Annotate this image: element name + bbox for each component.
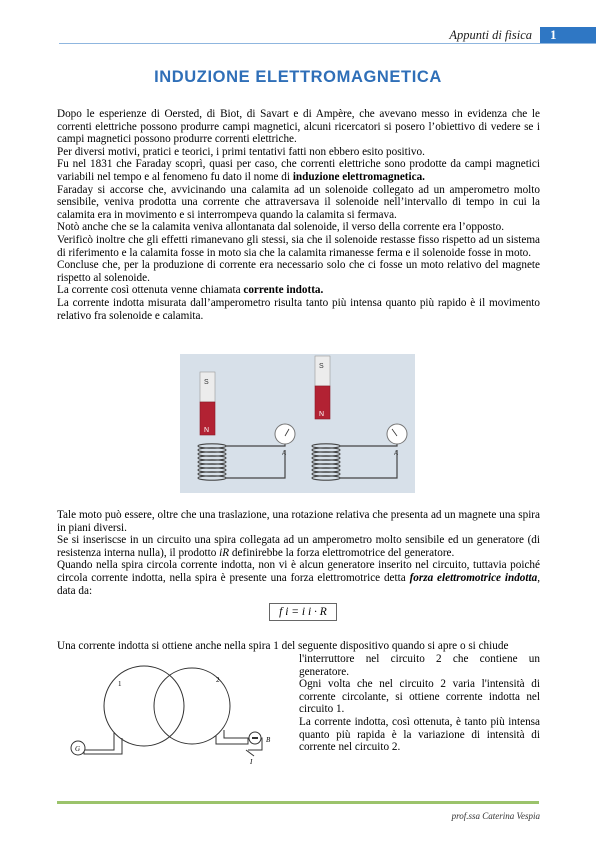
page-number-badge: 1 <box>540 27 596 44</box>
loop-1-label: 1 <box>118 680 122 688</box>
paragraph <box>57 158 540 183</box>
magnet-n-label: N <box>204 427 210 434</box>
paragraph: Notò anche che se la calamita veniva allontanata dal solenoide, il verso della corrente era l’opposto. <box>57 221 505 234</box>
page-title: INDUZIONE ELETTROMAGNETICA <box>154 68 442 86</box>
paragraph: La corrente indotta misurata dall’amperometro risulta tanto più intensa quanto più rapido è il movimento relativo fra solenoide e calamita. <box>57 296 540 322</box>
text-span: , data da: <box>57 571 540 597</box>
header-rule <box>59 43 596 44</box>
two-circuits-figure <box>66 664 288 768</box>
bold-term: induzione elettromagnetica. <box>292 170 425 183</box>
bold-italic-term: forza elettromotrice indotta <box>409 571 538 584</box>
generator-label: G <box>75 745 81 753</box>
paragraph <box>57 534 540 559</box>
page-header <box>449 26 596 44</box>
bold-term: corrente indotta. <box>243 284 324 297</box>
text-span: Quando nella spira circola corrente indotta, non vi è alcun generatore inserito nel circuito, tuttavia poiché circola corrente indotta, nella spira è presente una forza elettromotrice detta <box>57 559 540 584</box>
text-span: definirebbe la forza elettromotrice del generatore. <box>229 546 455 559</box>
paragraph <box>57 559 540 597</box>
ammeter-left-icon <box>275 424 295 444</box>
magnet-s-label: S <box>319 363 324 370</box>
loop-2-label: 2 <box>216 676 220 684</box>
paragraph: Verificò inoltre che gli effetti rimanevano gli stessi, sia che il solenoide restasse fisso rispetto ad un sistema di riferimento e la calamita fosse in moto sia che la calamita rimanesse ferma e il solenoide fosse in moto. <box>57 233 540 259</box>
switch-label: I <box>250 758 253 766</box>
footer-rule <box>57 801 539 804</box>
text-span: Se si inseriscse in un circuito una spira collegata ad un amperometro molto sensibile ed un generatore (di resistenza interna nulla), il prodotto <box>57 534 540 559</box>
loop-1 <box>104 666 184 746</box>
switch-icon <box>246 750 254 756</box>
wire-circuit-2 <box>216 736 248 744</box>
ammeter-right-label: A <box>394 451 399 457</box>
header-title: Appunti di fisica <box>449 27 532 42</box>
device-description <box>299 653 540 754</box>
magnet-n-label: N <box>319 411 325 418</box>
text-span: La corrente così ottenuta venne chiamata <box>57 284 244 297</box>
paragraph: Tale moto può essere, oltre che una traslazione, una rotazione relativa che presenta ad un magnete una spira in piani diversi. <box>57 509 540 534</box>
formula-box: f i = i i · R <box>269 603 337 621</box>
magnet-solenoid-figure <box>180 354 415 493</box>
paragraph: Per diversi motivi, pratici e teorici, i primi tentativi fatti non ebbero esito positivo. <box>57 145 425 158</box>
intro-text <box>57 108 540 322</box>
paragraph: Una corrente indotta si ottiene anche nella spira 1 del seguente dispositivo quando si apre o si chiude <box>57 640 509 652</box>
text-span: Fu nel 1831 che Faraday scoprì, quasi per caso, che correnti elettriche sono prodotte da campi magnetici variabili nel tempo e al fenomeno fu dato il nome di <box>57 158 540 183</box>
magnet-s-label: S <box>204 379 209 386</box>
footer-author: prof.ssa Caterina Vespia <box>451 811 540 821</box>
paragraph: Faraday si accorse che, avvicinando una calamita ad un solenoide collegato ad un amperometro molto sensibile, veniva prodotta una corrente che attraversava il solenoide nell’intervallo di tempo in cui la calamita era in movimento e si interrompeva quando la calamita si fermava. <box>57 183 540 221</box>
induced-emf-text <box>57 509 540 597</box>
paragraph <box>57 284 540 297</box>
paragraph: Dopo le esperienze di Oersted, di Biot, di Savart e di Ampère, che avevano messo in evidenza che le correnti elettriche possono produrre campi magnetici, alcuni ricercatori si posero l’obiettivo di vedere se i campi magnetici possono produrre correnti elettriche. <box>57 108 540 146</box>
wire-circuit-1 <box>84 732 114 750</box>
paragraph: l'interruttore nel circuito 2 che contiene un generatore. <box>299 653 540 678</box>
paragraph: La corrente indotta, così ottenuta, è tanto più intensa quanto più rapida è la variazione di intensità di corrente nel circuito 2. <box>299 715 540 754</box>
ammeter-left-label: A <box>282 451 287 457</box>
device-intro-text <box>57 640 540 653</box>
paragraph: Ogni volta che nel circuito 2 varia l'intensità di corrente circolante, si ottiene corrente indotta nel circuito 1. <box>299 678 540 716</box>
paragraph: Concluse che, per la produzione di corrente era necessario solo che ci fosse un moto relativo del magnete rispetto al solenoide. <box>57 259 540 284</box>
italic-term: iR <box>219 546 230 559</box>
ammeter-right-icon <box>387 424 407 444</box>
battery-label: B <box>266 736 271 744</box>
